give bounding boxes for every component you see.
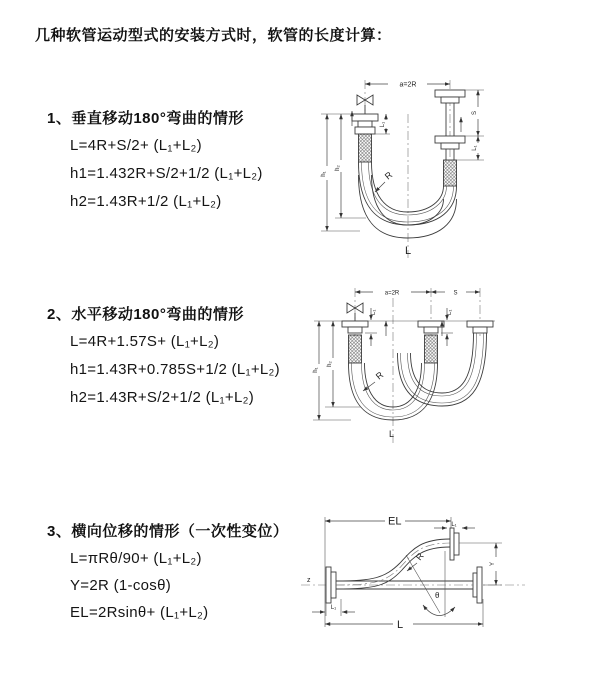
hose-outline — [372, 162, 444, 212]
label-radius: R — [413, 550, 426, 563]
formula-line: L=4R+S/2+ (L₁+L₂) — [70, 137, 202, 154]
angle-arc-arrow — [423, 605, 455, 616]
hose-outline — [369, 162, 447, 215]
flange — [441, 143, 459, 149]
hose-outline — [336, 539, 450, 581]
dim-label-l1: L₁ — [451, 522, 457, 528]
dim-label-l: L — [397, 619, 404, 631]
flange — [355, 127, 375, 134]
diagram-lateral-displacement — [293, 495, 600, 660]
dim-label-s: S — [453, 290, 458, 297]
formula-line: EL=2Rsinθ+ (L₁+L₂) — [70, 604, 209, 621]
dim-label-el: EL — [388, 515, 402, 528]
formula-line: L=4R+1.57S+ (L₁+L₂) — [70, 333, 220, 350]
braided-hose — [444, 160, 457, 186]
label-length: L — [389, 429, 395, 439]
flange — [331, 572, 336, 598]
flange — [348, 327, 362, 333]
section-2-heading: 2、水平移动180°弯曲的情形 — [47, 306, 244, 323]
dim-label-h1: h₁ — [321, 171, 327, 177]
flange — [435, 90, 465, 97]
formula-line: L=πRθ/90+ (L₁+L₂) — [70, 550, 202, 567]
radius-arrow — [407, 563, 417, 571]
flange — [424, 327, 438, 333]
flange — [352, 114, 378, 121]
diagram-vertical-180-bend — [308, 68, 598, 268]
formula-line: Y=2R (1-cosθ) — [70, 577, 172, 594]
dim-label-l1: L₁ — [472, 145, 478, 151]
hose-outline — [336, 547, 450, 589]
dim-label-l1: L₁ — [330, 605, 337, 611]
flange — [441, 97, 459, 103]
page-title: 几种软管运动型式的安装方式时，软管的长度计算： — [35, 27, 392, 44]
flange — [342, 321, 368, 327]
section-1-heading: 1、垂直移动180°弯曲的情形 — [47, 110, 244, 127]
radius-construction-line — [406, 555, 440, 613]
section-3-heading: 3、横向位移的情形（一次性变位） — [47, 523, 289, 540]
braided-hose — [425, 335, 438, 363]
formula-line: h2=1.43R+S/2+1/2 (L₁+L₂) — [70, 389, 255, 406]
flange — [435, 136, 465, 143]
radius-arrow — [375, 182, 385, 192]
label-z-mark: z — [307, 577, 311, 584]
label-length: L — [405, 245, 412, 257]
flange — [454, 533, 459, 555]
hose-outline-moved — [401, 333, 484, 403]
dim-label-l1: L₁ — [380, 121, 386, 128]
formula-line: h2=1.43R+1/2 (L₁+L₂) — [70, 193, 222, 210]
label-theta: θ — [435, 591, 440, 600]
label-radius: R — [373, 369, 386, 382]
flange — [450, 528, 454, 560]
dim-label-span: a=2R — [399, 81, 417, 89]
hose-centerline — [336, 543, 450, 585]
flange — [326, 567, 331, 603]
formula-line: h1=1.432R+S/2+1/2 (L₁+L₂) — [70, 165, 263, 182]
flange — [477, 567, 482, 603]
dim-label-l1: L₁ — [447, 309, 453, 315]
flange — [473, 327, 487, 333]
flange — [358, 121, 372, 127]
dim-label-span: a=2R — [384, 290, 400, 297]
dim-label-l1: L₁ — [371, 309, 377, 315]
dim-label-h1: h₁ — [313, 367, 319, 373]
formula-line: h1=1.43R+0.785S+1/2 (L₁+L₂) — [70, 361, 280, 378]
dim-label-h2: h₂ — [327, 361, 333, 367]
flange — [467, 321, 493, 327]
dim-label-y: Y — [490, 561, 496, 567]
braided-hose — [359, 134, 372, 162]
hose-outline-moved — [411, 333, 474, 393]
label-radius: R — [382, 169, 395, 182]
dim-label-s: S — [472, 110, 478, 116]
flange — [418, 321, 444, 327]
braided-hose — [349, 335, 362, 363]
dim-label-h2: h₂ — [335, 165, 341, 171]
diagram-horizontal-180-bend — [303, 278, 600, 468]
flange — [473, 573, 477, 597]
